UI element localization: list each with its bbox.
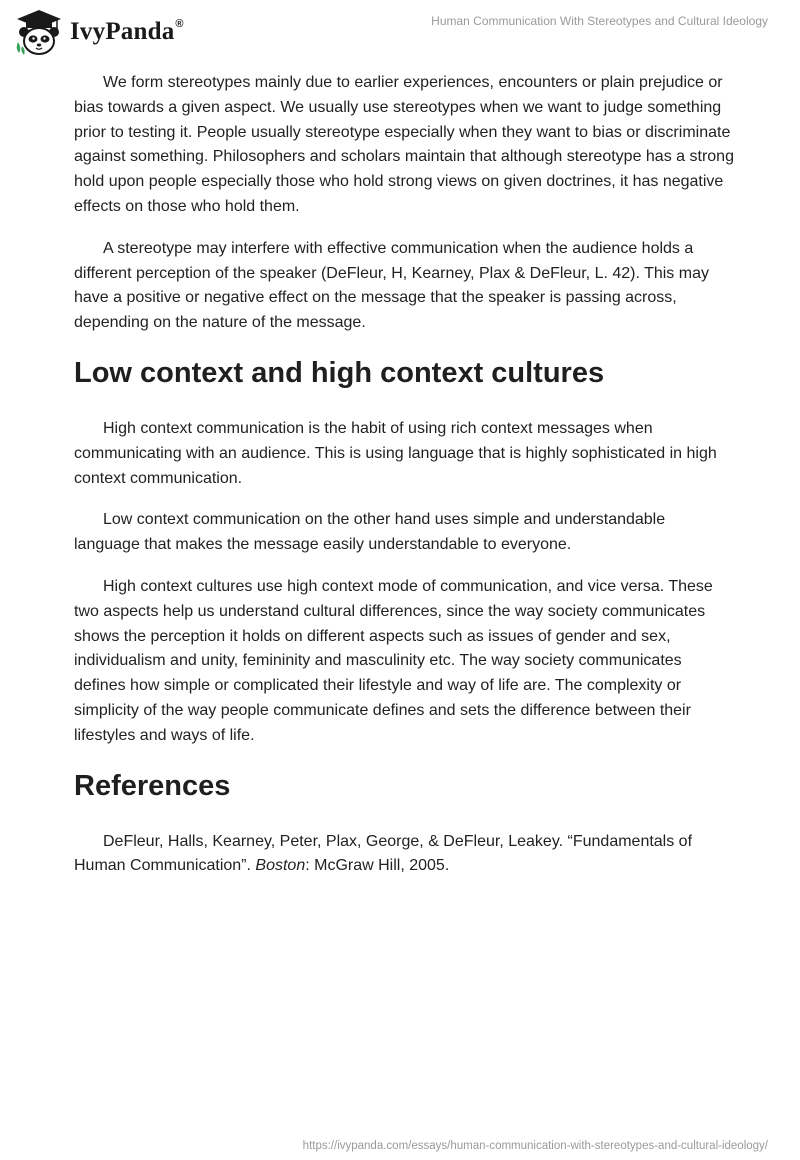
panda-graduate-icon (14, 8, 64, 56)
document-title: Human Communication With Stereotypes and Cultural Ideology (431, 14, 768, 28)
references-heading: References (74, 769, 231, 802)
reference-place: Boston (255, 857, 306, 875)
page-header (0, 0, 800, 60)
source-url[interactable]: https://ivypanda.com/essays/human-communication-with-stereotypes-and-cultural-ideology/ (302, 1140, 768, 1152)
reference-publisher: : McGraw Hill, 2005. (305, 857, 450, 875)
brand-name: IvyPanda® (70, 17, 184, 45)
paragraph: Low context communication on the other hand uses simple and understandable language that makes the message easily understandable to everyone. (74, 511, 666, 554)
section-heading: Low context and high context cultures (74, 356, 605, 389)
ivypanda-logo[interactable] (14, 8, 184, 56)
registered-mark: ® (175, 17, 184, 30)
paragraph: High context cultures use high context mode of communication, and vice versa. These two aspects help us understand cultural differences, since the way society communicates shows the perception it holds on different aspects such as issues of gender and sex, individualism and unity, femininity and masculinity etc. The way society communicates defines how simple or complicated their lifestyle and way of life are. The complexity or simplicity of the way people communicate defines and sets the difference between their lifestyles and ways of life. (74, 577, 713, 744)
paragraph: A stereotype may interfere with effective communication when the audience holds a different perception of the speaker (DeFleur, H, Kearney, Plax & DeFleur, L. 42). This may have a positive or negative effect on the message that the speaker is passing across, depending on the nature of the message. (74, 239, 709, 332)
paragraph: We form stereotypes mainly due to earlier experiences, encounters or plain prejudice or bias towards a given aspect. We usually use stereotypes when we want to judge something prior to testing it. People usually stereotype especially when they want to bias or discriminate against something. Philosophers and scholars maintain that although stereotype has a strong hold upon people especially those who hold strong views on given doctrines, it has negative effects on those who hold them. (74, 74, 734, 215)
reference-text: DeFleur, Halls, Kearney, Peter, Plax, George, & DeFleur, Leakey. “Fundamentals of Human Communication”. (74, 832, 693, 875)
reference-entry (74, 830, 734, 880)
essay-content (74, 71, 734, 879)
paragraph: High context communication is the habit of using rich context messages when communicating with an audience. This is using language that is highly sophisticated in high context communication. (74, 419, 717, 487)
